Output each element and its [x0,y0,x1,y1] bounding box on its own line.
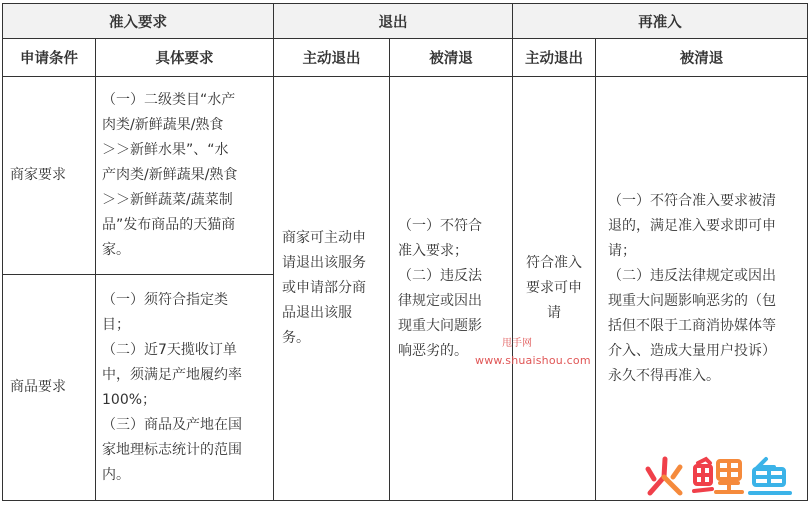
reentry-active-line: 请 [547,305,561,321]
requirement-line: 100%； [102,391,157,408]
column-header-reentry-active: 主动退出 [513,39,596,77]
logo-glyph-fish [750,459,790,493]
requirement-line: 内。 [102,466,130,483]
reentry-active-cell [513,77,596,501]
exit-cleared-line: 律规定或因出 [398,292,482,309]
watermark-brand: 甩手网 [502,338,532,349]
column-header-condition: 申请条件 [3,39,96,77]
group-header-admission: 准入要求 [3,4,274,39]
column-header-row [3,39,808,77]
reentry-cleared-line: （一）不符合准入要求被清 [608,192,776,209]
exit-cleared-line: 现重大问题影 [398,317,482,334]
requirements-table [2,3,808,501]
reentry-cleared-line: 介入、造成大量用户投诉） [608,342,776,359]
column-header-reentry-cleared: 被清退 [596,39,808,77]
requirement-line: 目； [102,316,130,333]
column-header-exit-cleared: 被清退 [390,39,513,77]
reentry-cleared-line: （二）违反法律规定或因出 [608,267,776,284]
reentry-cleared-line: 现重大问题影响恶劣的（包 [608,292,776,309]
exit-active-cell [274,77,390,501]
group-header-reentry: 再准入 [513,4,808,39]
requirement-product [96,275,274,501]
exit-active-line: 品退出该服 [282,305,352,321]
exit-cleared-cell [390,77,513,501]
exit-cleared-line: 准入要求； [398,242,468,259]
reentry-cleared-line: 永久不得再准入。 [608,367,720,384]
column-header-requirement: 具体要求 [96,39,274,77]
exit-active-line: 务。 [282,330,310,346]
logo-glyph-carp [694,459,742,492]
watermark-url: www.shuaishou.com [475,354,591,367]
requirement-line: 家地理标志统计的范围 [102,441,242,458]
table-row [3,77,808,275]
requirement-merchant [96,77,274,275]
column-header-exit-active: 主动退出 [274,39,390,77]
requirement-line: 产肉类/新鲜蔬果/熟食 [102,167,238,183]
requirement-line: （二）近7天揽收订单 [102,341,237,358]
requirement-line: 品”发布商品的天猫商 [102,217,236,233]
group-header-exit: 退出 [274,4,513,39]
requirement-line: （一）二级类目“水产 [102,92,236,108]
requirement-line: 肉类/新鲜蔬果/熟食 [102,117,224,133]
requirement-line: ＞＞新鲜水果”、“水 [102,142,229,158]
group-header-row [3,4,808,39]
requirement-line: 中，须满足产地履约率 [102,366,242,383]
reentry-active-line: 要求可申 [526,280,582,296]
reentry-active-line: 符合准入 [526,255,582,271]
exit-active-line: 请退出该服务 [282,255,366,271]
reentry-cleared-line: 退的，满足准入要求即可申 [608,217,776,234]
exit-active-line: 商家可主动申 [282,230,366,246]
exit-cleared-line: （一）不符合 [398,217,482,234]
reentry-cleared-line: 括但不限于工商消协媒体等 [608,317,776,334]
requirement-line: （一）须符合指定类 [102,291,228,308]
exit-cleared-line: 响恶劣的。 [398,342,468,359]
condition-product: 商品要求 [3,275,96,501]
requirement-line: （三）商品及产地在国 [102,416,242,433]
reentry-cleared-line: 请； [608,242,636,259]
exit-cleared-line: （二）违反法 [398,267,482,284]
reentry-cleared-cell [596,77,808,501]
requirement-line: ＞＞新鲜蔬菜/蔬菜制 [102,192,233,208]
brand-logo [640,455,798,497]
logo-glyph-fire [648,459,680,493]
condition-merchant: 商家要求 [3,77,96,275]
requirement-line: 家。 [102,242,130,258]
exit-active-line: 或申请部分商 [282,280,366,296]
